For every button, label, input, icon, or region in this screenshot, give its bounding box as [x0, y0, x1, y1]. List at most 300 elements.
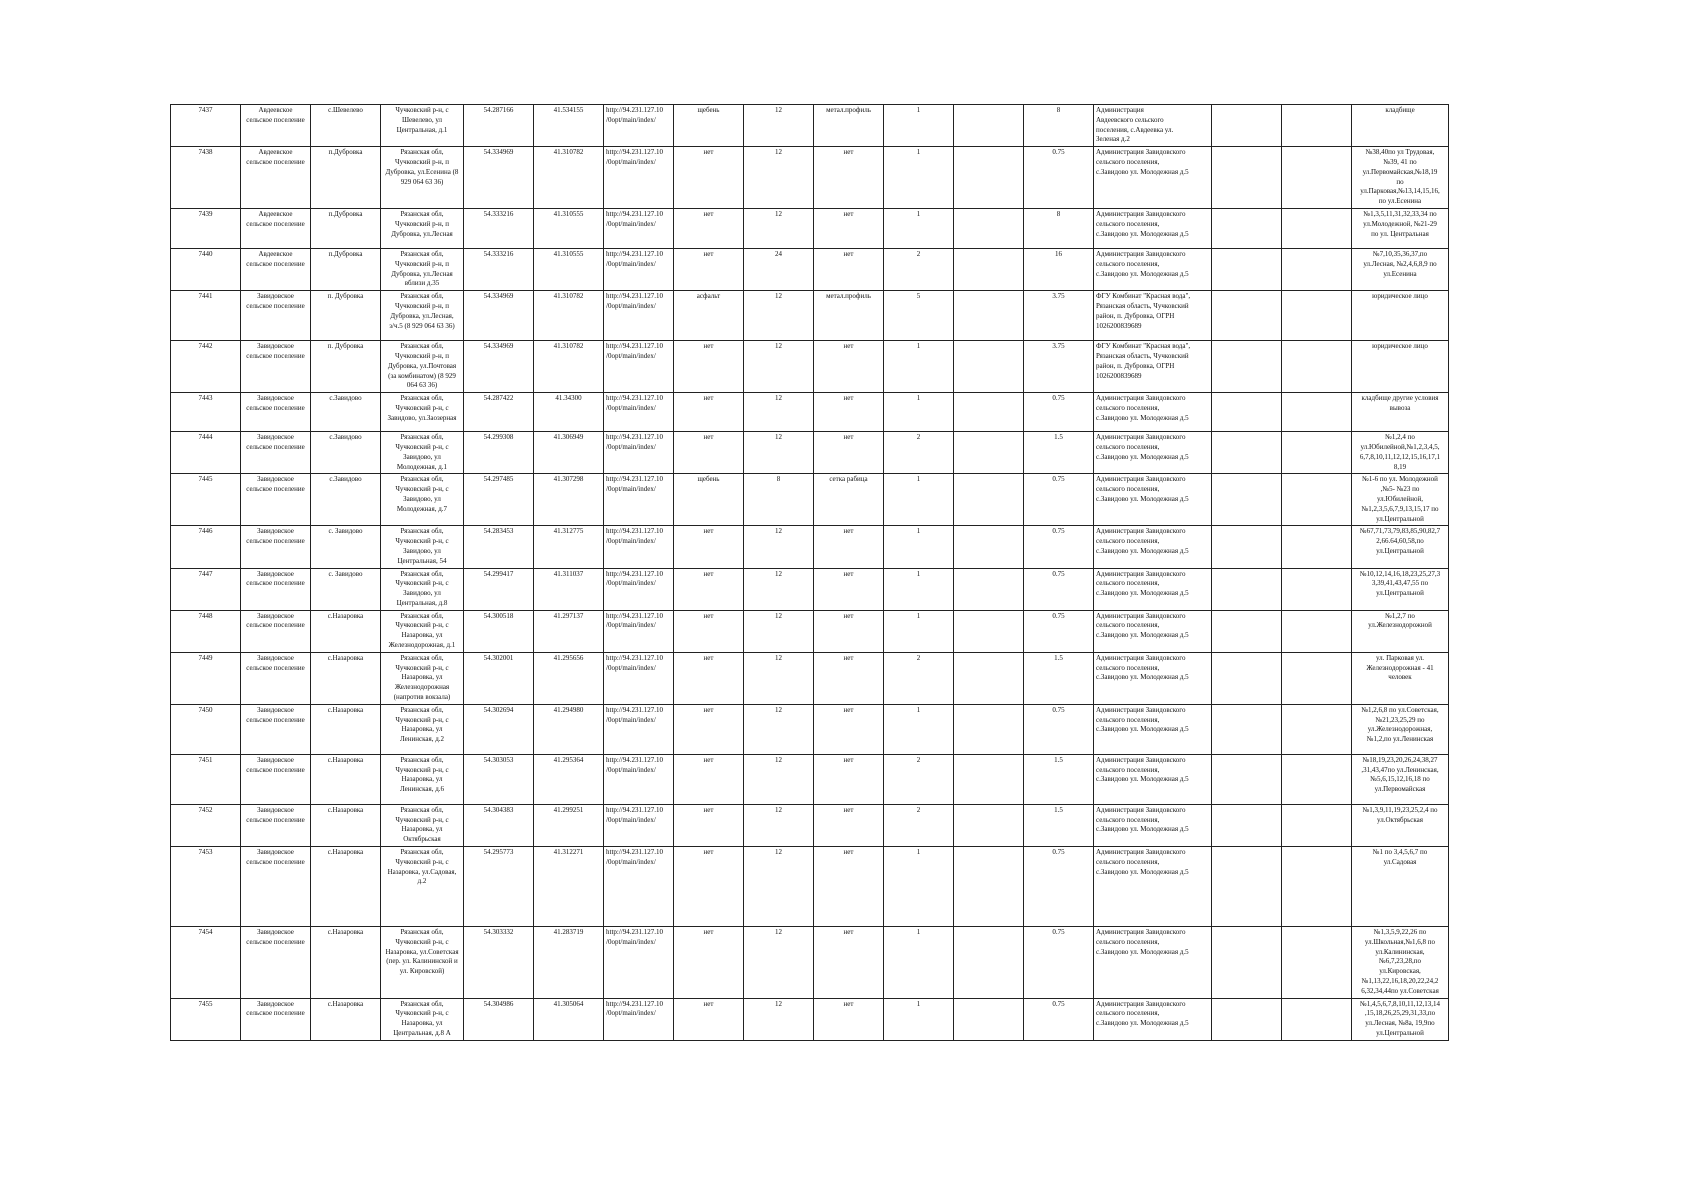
container-count-cell: 2 — [884, 248, 954, 290]
locality-cell: п. Дубровка — [311, 341, 381, 393]
settlement-cell: Завидовское сельское поселение — [241, 652, 311, 704]
settlement-cell: Авдеевское сельское поселение — [241, 147, 311, 209]
fence-cell: нет — [814, 568, 884, 610]
table-row — [171, 147, 1449, 209]
container-count-cell: 1 — [884, 341, 954, 393]
empty-cell — [1212, 393, 1282, 432]
empty-cell — [1212, 291, 1282, 341]
owner-cell: Администрация Завидовского сельского поселения, с.Завидово ул. Молодежная д.5 — [1094, 432, 1212, 474]
container-count-cell: 1 — [884, 208, 954, 248]
empty-cell — [1212, 208, 1282, 248]
address-cell: Рязанская обл, Чучковский р-н, с Завидово, ул.Заозерная — [381, 393, 464, 432]
area-cell: 12 — [744, 927, 814, 999]
empty-cell — [954, 341, 1024, 393]
surface-cell: нет — [674, 248, 744, 290]
surface-cell: нет — [674, 393, 744, 432]
address-cell: Рязанская обл, Чучковский р-н, с Назаровка, ул Железнодорожная, д.1 — [381, 610, 464, 652]
area-cell: 12 — [744, 804, 814, 846]
longitude-cell: 41.297137 — [534, 610, 604, 652]
row-number-cell: 7447 — [171, 568, 241, 610]
volume-cell: 0.75 — [1024, 927, 1094, 999]
locality-cell: п.Дубровка — [311, 208, 381, 248]
container-count-cell: 2 — [884, 754, 954, 804]
latitude-cell: 54.334969 — [464, 291, 534, 341]
address-cell: Рязанская обл, Чучковский р-н, с Назаровка, ул Ленинская, д.6 — [381, 754, 464, 804]
surface-cell: нет — [674, 804, 744, 846]
container-count-cell: 1 — [884, 105, 954, 147]
container-count-cell: 1 — [884, 474, 954, 526]
area-cell: 12 — [744, 652, 814, 704]
volume-cell: 1.5 — [1024, 754, 1094, 804]
waste-source-cell: кладбище — [1352, 105, 1449, 147]
fence-cell: нет — [814, 804, 884, 846]
owner-cell: ФГУ Комбинат "Красная вода", Рязанская область, Чучковский район, п. Дубровка, ОГРН 1026200839689 — [1094, 291, 1212, 341]
empty-cell — [1282, 432, 1352, 474]
empty-cell — [1212, 704, 1282, 754]
link-cell: http://94.231.127.10 /0opt/main/index/ — [604, 610, 674, 652]
surface-cell: нет — [674, 704, 744, 754]
locality-cell: с.Назаровка — [311, 754, 381, 804]
locality-cell: с.Завидово — [311, 474, 381, 526]
latitude-cell: 54.333216 — [464, 208, 534, 248]
owner-cell: Администрация Завидовского сельского поселения, с.Завидово ул. Молодежная д.5 — [1094, 568, 1212, 610]
address-cell: Рязанская обл, Чучковский р-н, с Назаровка, ул Центральная, д.8 А — [381, 998, 464, 1040]
longitude-cell: 41.283719 — [534, 927, 604, 999]
locality-cell: с.Шевелево — [311, 105, 381, 147]
volume-cell: 0.75 — [1024, 568, 1094, 610]
area-cell: 12 — [744, 105, 814, 147]
table-row — [171, 105, 1449, 147]
empty-cell — [954, 998, 1024, 1040]
waste-source-cell: №7,10,35,36,37,по ул.Лесная, №2,4,6,8,9 по ул.Есенина — [1352, 248, 1449, 290]
volume-cell: 16 — [1024, 248, 1094, 290]
waste-source-cell: №1,3,5,9,22,26 по ул.Школьная,№1,6,8 по ул.Калининская, №6,7,23,28,по ул.Кировская, №1,13,22,16,18,20,22,24,2 6,32,34,44по ул.Советская — [1352, 927, 1449, 999]
row-number-cell: 7453 — [171, 847, 241, 927]
locality-cell: с.Назаровка — [311, 804, 381, 846]
settlement-cell: Завидовское сельское поселение — [241, 393, 311, 432]
surface-cell: нет — [674, 341, 744, 393]
row-number-cell: 7442 — [171, 341, 241, 393]
longitude-cell: 41.294980 — [534, 704, 604, 754]
locality-cell: с.Назаровка — [311, 998, 381, 1040]
area-cell: 12 — [744, 754, 814, 804]
latitude-cell: 54.302001 — [464, 652, 534, 704]
longitude-cell: 41.310782 — [534, 147, 604, 209]
address-cell: Рязанская обл, Чучковский р-н, п Дубровка, ул.Лесная вблизи д.35 — [381, 248, 464, 290]
waste-source-cell: ул. Парковая ул. Железнодорожная - 41 человек — [1352, 652, 1449, 704]
settlement-cell: Авдеевское сельское поселение — [241, 208, 311, 248]
address-cell: Рязанская обл, Чучковский р-н, п Дубровка, ул.Почтовая (за комбинатом) (8 929 064 63 36) — [381, 341, 464, 393]
owner-cell: ФГУ Комбинат "Красная вода", Рязанская область, Чучковский район, п. Дубровка, ОГРН 1026200839689 — [1094, 341, 1212, 393]
empty-cell — [1212, 927, 1282, 999]
row-number-cell: 7455 — [171, 998, 241, 1040]
row-number-cell: 7449 — [171, 652, 241, 704]
waste-source-cell: №10,12,14,16,18,23,25,27,3 3,39,41,43,47,55 по ул.Центральной — [1352, 568, 1449, 610]
table-row — [171, 754, 1449, 804]
link-cell: http://94.231.127.10 /0opt/main/index/ — [604, 652, 674, 704]
surface-cell: нет — [674, 147, 744, 209]
empty-cell — [954, 393, 1024, 432]
fence-cell: метал.профиль — [814, 291, 884, 341]
empty-cell — [1212, 568, 1282, 610]
latitude-cell: 54.304383 — [464, 804, 534, 846]
longitude-cell: 41.310555 — [534, 208, 604, 248]
owner-cell: Администрация Завидовского сельского поселения, с.Завидово ул. Молодежная д.5 — [1094, 526, 1212, 568]
container-count-cell: 1 — [884, 704, 954, 754]
empty-cell — [1212, 147, 1282, 209]
address-cell: Рязанская обл, Чучковский р-н, с Назаровка, ул Железнодорожная (напротив вокзала) — [381, 652, 464, 704]
longitude-cell: 41.311037 — [534, 568, 604, 610]
link-cell: http://94.231.127.10 /0opt/main/index/ — [604, 804, 674, 846]
longitude-cell: 41.295656 — [534, 652, 604, 704]
longitude-cell: 41.312775 — [534, 526, 604, 568]
waste-source-cell: №1,4,5,6,7,8,10,11,12,13,14 ,15,18,26,25,29,31,33,по ул.Лесная, №8а, 19,9по ул.Центральной — [1352, 998, 1449, 1040]
latitude-cell: 54.304986 — [464, 998, 534, 1040]
link-cell: http://94.231.127.10 /0opt/main/index/ — [604, 474, 674, 526]
area-cell: 12 — [744, 568, 814, 610]
empty-cell — [954, 105, 1024, 147]
empty-cell — [954, 147, 1024, 209]
address-cell: Рязанская обл, Чучковский р-н, п Дубровка, ул.Лесная, з/ч.5 (8 929 064 63 36) — [381, 291, 464, 341]
surface-cell: нет — [674, 208, 744, 248]
container-count-cell: 1 — [884, 610, 954, 652]
link-cell: http://94.231.127.10 /0opt/main/index/ — [604, 341, 674, 393]
locality-cell: с. Завидово — [311, 568, 381, 610]
volume-cell: 0.75 — [1024, 147, 1094, 209]
container-count-cell: 1 — [884, 927, 954, 999]
settlement-cell: Завидовское сельское поселение — [241, 704, 311, 754]
address-cell: Рязанская обл, Чучковский р-н, с Завидово, ул Центральная, 54 — [381, 526, 464, 568]
empty-cell — [954, 610, 1024, 652]
table-row — [171, 704, 1449, 754]
empty-cell — [954, 568, 1024, 610]
fence-cell: нет — [814, 432, 884, 474]
waste-source-cell: №1,3,9,11,19,23,25,2,4 по ул.Октябрьская — [1352, 804, 1449, 846]
row-number-cell: 7440 — [171, 248, 241, 290]
address-cell: Рязанская обл, Чучковский р-н, п Дубровка, ул.Лесная — [381, 208, 464, 248]
volume-cell: 8 — [1024, 105, 1094, 147]
link-cell: http://94.231.127.10 /0opt/main/index/ — [604, 526, 674, 568]
owner-cell: Администрация Завидовского сельского поселения, с.Завидово ул. Молодежная д.5 — [1094, 754, 1212, 804]
locality-cell: п. Дубровка — [311, 291, 381, 341]
empty-cell — [1282, 804, 1352, 846]
volume-cell: 0.75 — [1024, 393, 1094, 432]
longitude-cell: 41.310782 — [534, 341, 604, 393]
row-number-cell: 7445 — [171, 474, 241, 526]
waste-source-cell: №38,40по ул Трудовая, №39, 41 по ул.Первомайская,№18,19 по ул.Парковая,№13,14,15,16, по ул.Есенина — [1352, 147, 1449, 209]
empty-cell — [1282, 754, 1352, 804]
table-row — [171, 341, 1449, 393]
area-cell: 12 — [744, 704, 814, 754]
empty-cell — [1282, 526, 1352, 568]
row-number-cell: 7438 — [171, 147, 241, 209]
surface-cell: нет — [674, 610, 744, 652]
area-cell: 12 — [744, 847, 814, 927]
empty-cell — [1212, 610, 1282, 652]
latitude-cell: 54.287166 — [464, 105, 534, 147]
surface-cell: щебень — [674, 105, 744, 147]
link-cell: http://94.231.127.10 /0opt/main/index/ — [604, 105, 674, 147]
waste-source-cell: юридическое лицо — [1352, 341, 1449, 393]
latitude-cell: 54.334969 — [464, 147, 534, 209]
empty-cell — [954, 526, 1024, 568]
fence-cell: нет — [814, 526, 884, 568]
owner-cell: Администрация Завидовского сельского поселения, с.Завидово ул. Молодежная д.5 — [1094, 847, 1212, 927]
empty-cell — [1282, 474, 1352, 526]
container-count-cell: 2 — [884, 804, 954, 846]
table-row — [171, 291, 1449, 341]
row-number-cell: 7448 — [171, 610, 241, 652]
address-cell: Рязанская обл, Чучковский р-н, с Завидово, ул Молодежная, д.1 — [381, 432, 464, 474]
empty-cell — [1282, 998, 1352, 1040]
longitude-cell: 41.310782 — [534, 291, 604, 341]
locality-cell: с.Назаровка — [311, 652, 381, 704]
settlement-cell: Завидовское сельское поселение — [241, 291, 311, 341]
link-cell: http://94.231.127.10 /0opt/main/index/ — [604, 248, 674, 290]
area-cell: 12 — [744, 147, 814, 209]
latitude-cell: 54.303332 — [464, 927, 534, 999]
address-cell: Рязанская обл, Чучковский р-н, с Назаровка, ул Ленинская, д.2 — [381, 704, 464, 754]
empty-cell — [1212, 998, 1282, 1040]
settlement-cell: Завидовское сельское поселение — [241, 610, 311, 652]
volume-cell: 0.75 — [1024, 998, 1094, 1040]
address-cell: Рязанская обл, Чучковский р-н, п Дубровка, ул.Есенина (8 929 064 63 36) — [381, 147, 464, 209]
row-number-cell: 7439 — [171, 208, 241, 248]
owner-cell: Администрация Завидовского сельского поселения, с.Завидово ул. Молодежная д.5 — [1094, 927, 1212, 999]
owner-cell: Администрация Завидовского сельского поселения, с.Завидово ул. Молодежная д.5 — [1094, 208, 1212, 248]
fence-cell: нет — [814, 341, 884, 393]
data-table — [170, 104, 1449, 1041]
empty-cell — [1212, 432, 1282, 474]
empty-cell — [954, 804, 1024, 846]
settlement-cell: Завидовское сельское поселение — [241, 998, 311, 1040]
table-row — [171, 652, 1449, 704]
link-cell: http://94.231.127.10 /0opt/main/index/ — [604, 291, 674, 341]
row-number-cell: 7452 — [171, 804, 241, 846]
area-cell: 24 — [744, 248, 814, 290]
container-count-cell: 2 — [884, 652, 954, 704]
surface-cell: нет — [674, 998, 744, 1040]
settlement-cell: Завидовское сельское поселение — [241, 847, 311, 927]
owner-cell: Администрация Завидовского сельского поселения, с.Завидово ул. Молодежная д.5 — [1094, 804, 1212, 846]
fence-cell: нет — [814, 754, 884, 804]
fence-cell: нет — [814, 147, 884, 209]
link-cell: http://94.231.127.10 /0opt/main/index/ — [604, 393, 674, 432]
empty-cell — [954, 652, 1024, 704]
volume-cell: 3.75 — [1024, 341, 1094, 393]
empty-cell — [1282, 704, 1352, 754]
fence-cell: нет — [814, 847, 884, 927]
link-cell: http://94.231.127.10 /0opt/main/index/ — [604, 704, 674, 754]
volume-cell: 1.5 — [1024, 652, 1094, 704]
row-number-cell: 7451 — [171, 754, 241, 804]
waste-source-cell: №18,19,23,20,26,24,38,27 ,31,43,47по ул.Ленинская, №5,6,15,12,16,18 по ул.Первомайская — [1352, 754, 1449, 804]
fence-cell: нет — [814, 704, 884, 754]
empty-cell — [1212, 526, 1282, 568]
latitude-cell: 54.333216 — [464, 248, 534, 290]
surface-cell: нет — [674, 847, 744, 927]
settlement-cell: Завидовское сельское поселение — [241, 568, 311, 610]
owner-cell: Администрация Завидовского сельского поселения, с.Завидово ул. Молодежная д.5 — [1094, 393, 1212, 432]
settlement-cell: Завидовское сельское поселение — [241, 474, 311, 526]
settlement-cell: Завидовское сельское поселение — [241, 754, 311, 804]
fence-cell: нет — [814, 610, 884, 652]
waste-source-cell: №1,2,6,8 по ул.Советская, №21,23,25,29 по ул.Железнодорожная, №1,2,по ул.Ленинская — [1352, 704, 1449, 754]
table-row — [171, 610, 1449, 652]
row-number-cell: 7443 — [171, 393, 241, 432]
address-cell: Рязанская обл, Чучковский р-н, с Завидово, ул Центральная, д.8 — [381, 568, 464, 610]
locality-cell: п.Дубровка — [311, 248, 381, 290]
fence-cell: нет — [814, 652, 884, 704]
settlement-cell: Авдеевское сельское поселение — [241, 105, 311, 147]
owner-cell: Администрация Завидовского сельского поселения, с.Завидово ул. Молодежная д.5 — [1094, 704, 1212, 754]
volume-cell: 0.75 — [1024, 610, 1094, 652]
latitude-cell: 54.287422 — [464, 393, 534, 432]
locality-cell: с.Назаровка — [311, 927, 381, 999]
longitude-cell: 41.310555 — [534, 248, 604, 290]
settlement-cell: Завидовское сельское поселение — [241, 341, 311, 393]
table-row — [171, 927, 1449, 999]
empty-cell — [1212, 341, 1282, 393]
row-number-cell: 7454 — [171, 927, 241, 999]
waste-source-cell: №67,71,73,79,83,85,90,82,7 2,66.64,60,58,по ул.Центральной — [1352, 526, 1449, 568]
longitude-cell: 41.305064 — [534, 998, 604, 1040]
address-cell: Рязанская обл, Чучковский р-н, с Назаровка, ул.Советская (пер. ул. Калининской и ул. Кировской) — [381, 927, 464, 999]
fence-cell: сетка рабица — [814, 474, 884, 526]
area-cell: 12 — [744, 208, 814, 248]
empty-cell — [1212, 105, 1282, 147]
volume-cell: 0.75 — [1024, 474, 1094, 526]
latitude-cell: 54.295773 — [464, 847, 534, 927]
table-row — [171, 998, 1449, 1040]
volume-cell: 0.75 — [1024, 847, 1094, 927]
empty-cell — [954, 474, 1024, 526]
table-row — [171, 847, 1449, 927]
empty-cell — [1282, 568, 1352, 610]
latitude-cell: 54.297485 — [464, 474, 534, 526]
waste-source-cell: №1 по 3,4,5,6,7 по ул.Садовая — [1352, 847, 1449, 927]
volume-cell: 0.75 — [1024, 704, 1094, 754]
area-cell: 12 — [744, 998, 814, 1040]
empty-cell — [1212, 474, 1282, 526]
table-row — [171, 568, 1449, 610]
empty-cell — [1282, 105, 1352, 147]
row-number-cell: 7437 — [171, 105, 241, 147]
surface-cell: нет — [674, 652, 744, 704]
address-cell: Рязанская обл, Чучковский р-н, с Завидово, ул Молодежная, д.7 — [381, 474, 464, 526]
owner-cell: Администрация Завидовского сельского поселения, с.Завидово ул. Молодежная д.5 — [1094, 147, 1212, 209]
row-number-cell: 7446 — [171, 526, 241, 568]
surface-cell: нет — [674, 568, 744, 610]
empty-cell — [1212, 248, 1282, 290]
owner-cell: Администрация Завидовского сельского поселения, с.Завидово ул. Молодежная д.5 — [1094, 998, 1212, 1040]
container-count-cell: 1 — [884, 998, 954, 1040]
table-row — [171, 526, 1449, 568]
container-count-cell: 1 — [884, 147, 954, 209]
fence-cell: нет — [814, 208, 884, 248]
fence-cell: нет — [814, 927, 884, 999]
empty-cell — [1212, 847, 1282, 927]
waste-source-cell: №1-6 по ул. Молодежной ,№5- №23 по ул.Юбилейной, №1,2,3,5,6,7,9,13,15,17 по ул.Центральной — [1352, 474, 1449, 526]
waste-source-cell: кладбище другие условия вывоза — [1352, 393, 1449, 432]
empty-cell — [954, 927, 1024, 999]
container-count-cell: 1 — [884, 526, 954, 568]
surface-cell: асфальт — [674, 291, 744, 341]
volume-cell: 0.75 — [1024, 526, 1094, 568]
locality-cell: п.Дубровка — [311, 147, 381, 209]
fence-cell: нет — [814, 393, 884, 432]
link-cell: http://94.231.127.10 /0opt/main/index/ — [604, 927, 674, 999]
settlement-cell: Завидовское сельское поселение — [241, 432, 311, 474]
link-cell: http://94.231.127.10 /0opt/main/index/ — [604, 568, 674, 610]
waste-source-cell: №1,2,4 по ул.Юбилейной,№1,2,3,4,5, 6,7,8,10,11,12,12,15,16,17,1 8,19 — [1352, 432, 1449, 474]
address-cell: Чучковский р-н, с Шевелево, ул Центральная, д.1 — [381, 105, 464, 147]
address-cell: Рязанская обл, Чучковский р-н, с Назаровка, ул Октябрьская — [381, 804, 464, 846]
empty-cell — [954, 847, 1024, 927]
settlement-cell: Завидовское сельское поселение — [241, 804, 311, 846]
settlement-cell: Завидовское сельское поселение — [241, 927, 311, 999]
longitude-cell: 41.299251 — [534, 804, 604, 846]
locality-cell: с.Завидово — [311, 432, 381, 474]
locality-cell: с. Завидово — [311, 526, 381, 568]
longitude-cell: 41.34300 — [534, 393, 604, 432]
area-cell: 12 — [744, 291, 814, 341]
table-row — [171, 474, 1449, 526]
locality-cell: с.Назаровка — [311, 847, 381, 927]
container-count-cell: 1 — [884, 393, 954, 432]
longitude-cell: 41.312271 — [534, 847, 604, 927]
table-row — [171, 432, 1449, 474]
fence-cell: метал.профиль — [814, 105, 884, 147]
empty-cell — [1212, 652, 1282, 704]
empty-cell — [954, 704, 1024, 754]
table-row — [171, 248, 1449, 290]
empty-cell — [954, 754, 1024, 804]
owner-cell: Администрация Авдеевского сельского поселения, с.Авдеевка ул. Зеленая д.2 — [1094, 105, 1212, 147]
table-row — [171, 804, 1449, 846]
empty-cell — [954, 432, 1024, 474]
empty-cell — [1282, 927, 1352, 999]
latitude-cell: 54.334969 — [464, 341, 534, 393]
area-cell: 12 — [744, 610, 814, 652]
owner-cell: Администрация Завидовского сельского поселения, с.Завидово ул. Молодежная д.5 — [1094, 474, 1212, 526]
empty-cell — [1282, 652, 1352, 704]
latitude-cell: 54.300518 — [464, 610, 534, 652]
empty-cell — [1282, 341, 1352, 393]
surface-cell: нет — [674, 432, 744, 474]
area-cell: 12 — [744, 432, 814, 474]
settlement-cell: Завидовское сельское поселение — [241, 526, 311, 568]
link-cell: http://94.231.127.10 /0opt/main/index/ — [604, 432, 674, 474]
fence-cell: нет — [814, 998, 884, 1040]
empty-cell — [1282, 393, 1352, 432]
fence-cell: нет — [814, 248, 884, 290]
surface-cell: нет — [674, 526, 744, 568]
address-cell: Рязанская обл, Чучковский р-н, с Назаровка, ул.Садовая, д.2 — [381, 847, 464, 927]
empty-cell — [1282, 147, 1352, 209]
row-number-cell: 7444 — [171, 432, 241, 474]
empty-cell — [1282, 208, 1352, 248]
table-row — [171, 393, 1449, 432]
latitude-cell: 54.303053 — [464, 754, 534, 804]
owner-cell: Администрация Завидовского сельского поселения, с.Завидово ул. Молодежная д.5 — [1094, 610, 1212, 652]
owner-cell: Администрация Завидовского сельского поселения, с.Завидово ул. Молодежная д.5 — [1094, 248, 1212, 290]
empty-cell — [1212, 804, 1282, 846]
longitude-cell: 41.306949 — [534, 432, 604, 474]
longitude-cell: 41.307298 — [534, 474, 604, 526]
area-cell: 12 — [744, 526, 814, 568]
area-cell: 12 — [744, 393, 814, 432]
